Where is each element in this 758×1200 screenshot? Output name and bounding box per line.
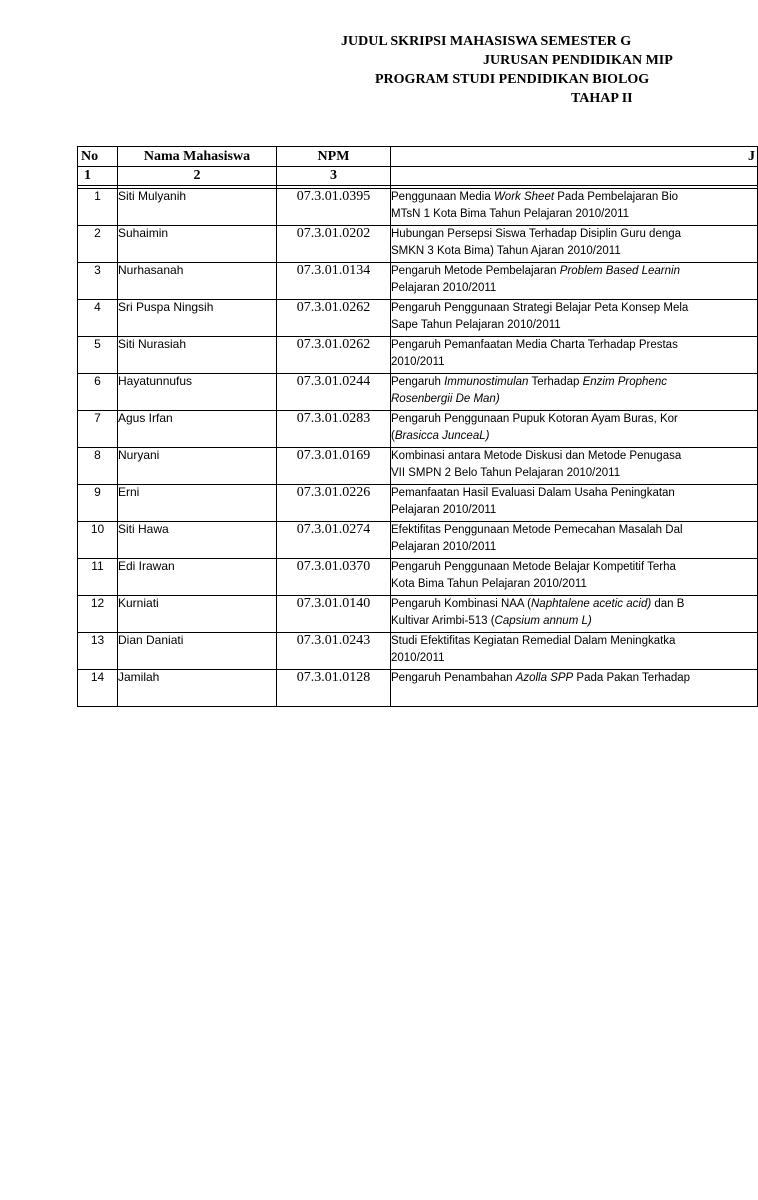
thesis-title-segment: Pengaruh Penggunaan Pupuk Kotoran Ayam Buras, Kor <box>391 413 678 425</box>
thesis-title-line-2 <box>391 650 757 667</box>
student-name: Nurhasanah <box>118 263 277 300</box>
student-npm: 07.3.01.0243 <box>277 633 391 670</box>
student-npm: 07.3.01.0283 <box>277 411 391 448</box>
thesis-title-segment: Pengaruh Pemanfaatan Media Charta Terhadap Prestas <box>391 339 678 351</box>
thesis-title-segment: Enzim Prophenc <box>582 376 667 388</box>
thesis-title-segment: Work Sheet <box>493 191 555 203</box>
row-number: 1 <box>78 189 118 226</box>
row-number: 8 <box>78 448 118 485</box>
thesis-title-line-1 <box>391 633 757 650</box>
thesis-title-segment: MTsN 1 Kota Bima Tahun Pelajaran 2010/2011 <box>391 208 630 220</box>
thesis-title <box>391 670 758 707</box>
thesis-title-segment: Pengaruh <box>391 376 445 388</box>
column-number-3: 3 <box>277 167 391 186</box>
table-row <box>78 596 758 633</box>
student-npm: 07.3.01.0226 <box>277 485 391 522</box>
thesis-title-segment: ( <box>391 430 395 442</box>
title-line-2: JURUSAN PENDIDIKAN MIP <box>483 53 673 68</box>
thesis-title-line-1 <box>391 670 757 687</box>
column-number-2: 2 <box>118 167 277 186</box>
table-header-row <box>78 147 758 167</box>
thesis-title <box>391 485 758 522</box>
row-number: 2 <box>78 226 118 263</box>
table-row <box>78 448 758 485</box>
student-npm: 07.3.01.0262 <box>277 337 391 374</box>
thesis-title-segment: Pengaruh Kombinasi NAA ( <box>391 598 531 610</box>
thesis-title <box>391 633 758 670</box>
thesis-title <box>391 448 758 485</box>
column-header-npm: NPM <box>277 147 391 167</box>
thesis-title <box>391 189 758 226</box>
table-row <box>78 374 758 411</box>
thesis-title <box>391 337 758 374</box>
row-number: 3 <box>78 263 118 300</box>
student-npm: 07.3.01.0274 <box>277 522 391 559</box>
thesis-title-line-1 <box>391 374 757 391</box>
thesis-title-line-2 <box>391 280 757 297</box>
row-number: 12 <box>78 596 118 633</box>
table-row <box>78 522 758 559</box>
thesis-title-segment: Pengaruh Penambahan <box>391 672 516 684</box>
thesis-title-segment: Problem Based Learnin <box>559 265 680 277</box>
student-name: Suhaimin <box>118 226 277 263</box>
table-row <box>78 670 758 707</box>
table-row <box>78 485 758 522</box>
thesis-title-segment: Pada Pembelajaran Bio <box>554 191 679 203</box>
table-row <box>78 189 758 226</box>
thesis-title-line-2 <box>391 391 757 408</box>
thesis-title-segment: Brasicca JunceaL) <box>394 430 490 442</box>
thesis-title-segment: Pelajaran 2010/2011 <box>391 282 497 294</box>
thesis-title-segment: Pelajaran 2010/2011 <box>391 541 497 553</box>
thesis-title-segment: Pemanfaatan Hasil Evaluasi Dalam Usaha Peningkatan <box>391 487 675 499</box>
thesis-title-line-1 <box>391 485 757 502</box>
table-row <box>78 226 758 263</box>
column-number-row <box>78 167 758 186</box>
thesis-title-segment: Hubungan Persepsi Siswa Terhadap Disiplin Guru denga <box>391 228 682 240</box>
thesis-title-segment: Pengaruh Penggunaan Metode Belajar Kompetitif Terha <box>391 561 676 573</box>
thesis-title <box>391 596 758 633</box>
thesis-title-line-2 <box>391 613 757 630</box>
column-header-title: J <box>391 147 758 167</box>
thesis-title-segment: 2010/2011 <box>391 652 445 664</box>
thesis-title <box>391 411 758 448</box>
thesis-title-segment: Kombinasi antara Metode Diskusi dan Metode Penugasa <box>391 450 682 462</box>
thesis-title-line-1 <box>391 189 757 206</box>
thesis-title-segment: Efektifitas Penggunaan Metode Pemecahan Masalah Dal <box>391 524 683 536</box>
student-name: Hayatunnufus <box>118 374 277 411</box>
student-npm: 07.3.01.0370 <box>277 559 391 596</box>
thesis-title-segment: Pengaruh Metode Pembelajaran <box>391 265 560 277</box>
thesis-title-line-1 <box>391 411 757 428</box>
thesis-title-line-1 <box>391 226 757 243</box>
thesis-title-line-2 <box>391 502 757 519</box>
thesis-title-segment: Pengaruh Penggunaan Strategi Belajar Peta Konsep Mela <box>391 302 689 314</box>
student-name: Siti Hawa <box>118 522 277 559</box>
thesis-title-segment: Terhadap <box>528 376 583 388</box>
thesis-title-line-2 <box>391 576 757 593</box>
document-title <box>0 34 728 124</box>
thesis-title <box>391 522 758 559</box>
thesis-title-line-1 <box>391 448 757 465</box>
student-name: Dian Daniati <box>118 633 277 670</box>
thesis-title-line-1 <box>391 337 757 354</box>
thesis-title <box>391 226 758 263</box>
thesis-title-segment: Kota Bima Tahun Pelajaran 2010/2011 <box>391 578 587 590</box>
row-number: 4 <box>78 300 118 337</box>
row-number: 5 <box>78 337 118 374</box>
row-number: 13 <box>78 633 118 670</box>
row-number: 6 <box>78 374 118 411</box>
student-name: Edi Irawan <box>118 559 277 596</box>
table-row <box>78 300 758 337</box>
student-name: Nuryani <box>118 448 277 485</box>
thesis-title-segment: Penggunaan Media <box>391 191 494 203</box>
thesis-title-line-1 <box>391 522 757 539</box>
thesis-title-segment: Sape Tahun Pelajaran 2010/2011 <box>391 319 561 331</box>
thesis-title-segment: VII SMPN 2 Belo Tahun Pelajaran 2010/2011 <box>391 467 621 479</box>
thesis-title-segment: Immunostimulan <box>444 376 529 388</box>
table-row <box>78 263 758 300</box>
student-name: Sri Puspa Ningsih <box>118 300 277 337</box>
student-npm: 07.3.01.0128 <box>277 670 391 707</box>
row-number: 11 <box>78 559 118 596</box>
row-number: 10 <box>78 522 118 559</box>
thesis-title-line-2 <box>391 243 757 260</box>
student-npm: 07.3.01.0202 <box>277 226 391 263</box>
thesis-title-segment: Capsium annum L) <box>494 615 592 627</box>
thesis-title-segment: 2010/2011 <box>391 356 445 368</box>
thesis-title-line-2 <box>391 428 757 445</box>
student-name: Siti Mulyanih <box>118 189 277 226</box>
thesis-title-segment: Naphtalene acetic acid) <box>531 598 652 610</box>
thesis-title-line-1 <box>391 300 757 317</box>
table-row <box>78 559 758 596</box>
thesis-title-line-1 <box>391 263 757 280</box>
student-npm: 07.3.01.0262 <box>277 300 391 337</box>
title-line-4: TAHAP II <box>571 91 633 106</box>
column-number-1: 1 <box>78 167 118 186</box>
student-name: Kurniati <box>118 596 277 633</box>
student-npm: 07.3.01.0244 <box>277 374 391 411</box>
thesis-title <box>391 374 758 411</box>
thesis-title-line-2 <box>391 354 757 371</box>
row-number: 14 <box>78 670 118 707</box>
thesis-title-segment: Pelajaran 2010/2011 <box>391 504 497 516</box>
table-row <box>78 633 758 670</box>
thesis-title-segment: Pada Pakan Terhadap <box>573 672 691 684</box>
thesis-title-line-2 <box>391 465 757 482</box>
student-name: Agus Irfan <box>118 411 277 448</box>
thesis-title-segment: Azolla SPP <box>515 672 574 684</box>
student-npm: 07.3.01.0140 <box>277 596 391 633</box>
title-line-1: JUDUL SKRIPSI MAHASISWA SEMESTER G <box>341 34 632 49</box>
column-header-no: No <box>78 147 118 167</box>
student-npm: 07.3.01.0169 <box>277 448 391 485</box>
thesis-title-line-2 <box>391 317 757 334</box>
column-header-name: Nama Mahasiswa <box>118 147 277 167</box>
thesis-title <box>391 559 758 596</box>
column-number-4 <box>391 167 758 186</box>
thesis-title-line-1 <box>391 559 757 576</box>
thesis-title-line-2 <box>391 539 757 556</box>
student-npm: 07.3.01.0395 <box>277 189 391 226</box>
title-line-3: PROGRAM STUDI PENDIDIKAN BIOLOG <box>375 72 650 87</box>
student-name: Siti Nurasiah <box>118 337 277 374</box>
thesis-title <box>391 263 758 300</box>
student-name: Jamilah <box>118 670 277 707</box>
student-name: Erni <box>118 485 277 522</box>
student-npm: 07.3.01.0134 <box>277 263 391 300</box>
thesis-title-segment: SMKN 3 Kota Bima) Tahun Ajaran 2010/2011 <box>391 245 621 257</box>
table-row <box>78 411 758 448</box>
thesis-title-line-2 <box>391 206 757 223</box>
row-number: 9 <box>78 485 118 522</box>
table-row <box>78 337 758 374</box>
row-number: 7 <box>78 411 118 448</box>
thesis-title-segment: Kultivar Arimbi-513 ( <box>391 615 495 627</box>
thesis-title-segment: dan B <box>651 598 685 610</box>
thesis-title-segment: Studi Efektifitas Kegiatan Remedial Dalam Meningkatka <box>391 635 676 647</box>
thesis-title-line-1 <box>391 596 757 613</box>
thesis-title-segment: Rosenbergii De Man) <box>391 393 500 405</box>
table-body <box>78 189 758 707</box>
thesis-table <box>77 146 758 707</box>
thesis-title <box>391 300 758 337</box>
